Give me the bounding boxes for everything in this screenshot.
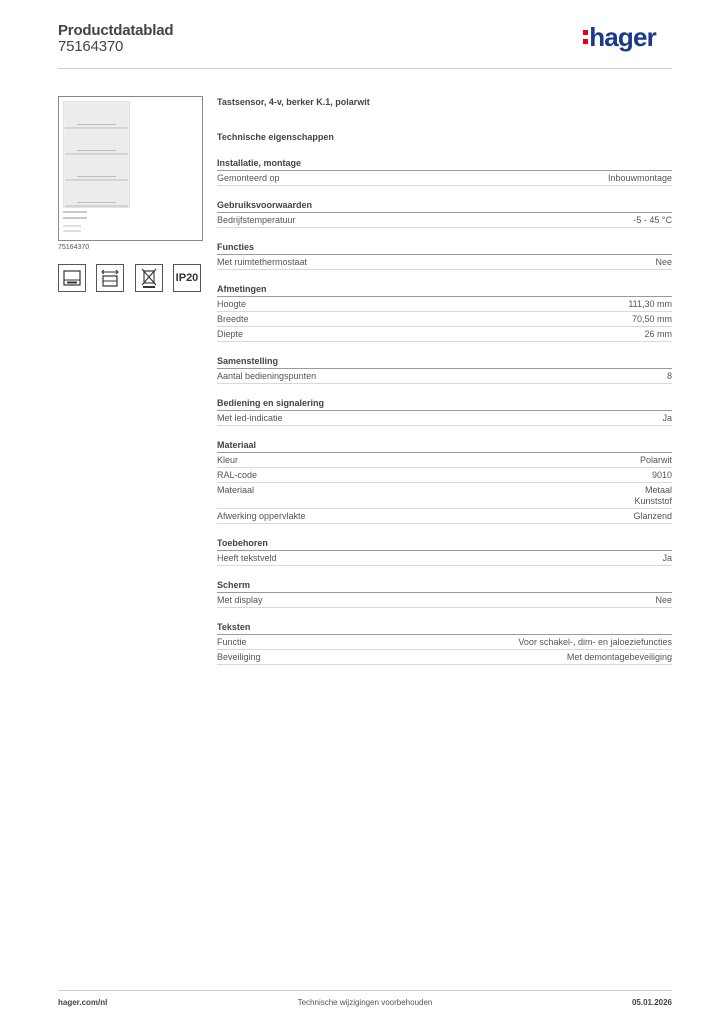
hager-logo [583,22,656,52]
document-title: Productdatablad [58,22,174,39]
spec-value: -5 - 45 °C [633,215,672,225]
group-title: Afmetingen [217,284,672,297]
device-illustration [63,101,130,208]
spec-row [217,171,672,186]
logo-dots-icon [583,30,588,48]
label-strip [63,211,87,213]
logo-text: hager [589,22,656,52]
spec-group-dimensions [217,284,672,342]
spec-group-operation [217,398,672,426]
spec-value [634,485,672,507]
spec-label: Afwerking oppervlakte [217,511,306,521]
header-divider [58,68,672,69]
spec-value: Voor schakel-, dim- en jaloeziefuncties [518,637,672,647]
spec-value: 26 mm [644,329,672,339]
group-title: Scherm [217,580,672,593]
spec-value: 9010 [651,470,672,480]
spec-group-composition [217,356,672,384]
spec-label: Kleur [217,455,239,465]
spec-row [217,483,672,509]
device-key [65,182,128,207]
product-image [58,96,203,241]
group-title: Samenstelling [217,356,672,369]
spec-label: Hoogte [217,299,247,309]
flush-mount-icon [58,264,86,292]
document-header [58,22,672,68]
footer-website-link[interactable]: hager.com/nl [58,998,108,1007]
group-title: Toebehoren [217,538,672,551]
spec-row [217,327,672,342]
spec-value: Met demontagebeveiliging [566,652,672,662]
spec-value: 8 [666,371,672,381]
section-title: Technische eigenschappen [217,132,334,142]
spec-value: 70,50 mm [631,314,672,324]
spec-value-line: Metaal [644,485,672,495]
spec-group-texts [217,622,672,665]
group-title: Bediening en signalering [217,398,672,411]
spec-label: Met display [217,595,263,605]
spec-label: RAL-code [217,470,258,480]
footer-date: 05.01.2026 [631,998,672,1007]
group-title: Teksten [217,622,672,635]
spec-label: Breedte [217,314,249,324]
spec-group-material [217,440,672,524]
spec-row [217,509,672,524]
spec-row [217,369,672,384]
spec-value: Nee [655,595,672,605]
ip-rating-icon: IP20 [173,264,201,292]
spec-label: Diepte [217,329,244,339]
spec-row [217,213,672,228]
group-title: Installatie, montage [217,158,672,171]
spec-value: Polarwit [639,455,672,465]
spec-value-line: Kunststof [634,496,672,506]
spec-row [217,453,672,468]
label-strip [63,230,81,232]
spec-label: Materiaal [217,485,255,495]
spec-label: Met led-indicatie [217,413,283,423]
spec-row [217,255,672,270]
spec-row [217,411,672,426]
spec-row [217,551,672,566]
spec-label: Aantal bedieningspunten [217,371,317,381]
spec-value: Ja [662,553,672,563]
device-key [65,156,128,181]
spec-row [217,650,672,665]
spec-group-screen [217,580,672,608]
spec-group-installation [217,158,672,186]
spec-label: Beveiliging [217,652,261,662]
spec-group-accessories [217,538,672,566]
group-title: Gebruiksvoorwaarden [217,200,672,213]
spec-content [217,97,672,665]
spec-row [217,593,672,608]
spec-group-conditions [217,200,672,228]
spec-value: Nee [655,257,672,267]
label-strip [63,217,87,219]
device-key [65,130,128,155]
spec-value: Inbouwmontage [607,173,672,183]
label-strip [63,225,81,227]
dimensions-icon [96,264,124,292]
footer-disclaimer: Technische wijzigingen voorbehouden [297,998,433,1007]
product-number: 75164370 [58,38,124,55]
spec-label: Heeft tekstveld [217,553,277,563]
footer-divider [58,990,672,991]
spec-label: Gemonteerd op [217,173,280,183]
group-title: Materiaal [217,440,672,453]
spec-value: Glanzend [633,511,672,521]
spec-row [217,312,672,327]
device-key [65,104,128,129]
spec-label: Met ruimtethermostaat [217,257,308,267]
group-title: Functies [217,242,672,255]
spec-label: Bedrijfstemperatuur [217,215,296,225]
spec-group-functions [217,242,672,270]
spec-value: 111,30 mm [628,299,672,309]
spec-value: Ja [662,413,672,423]
product-name: Tastsensor, 4-v, berker K.1, polarwit [217,97,370,107]
image-caption: 75164370 [58,244,90,251]
weee-bin-icon [135,264,163,292]
spec-row [217,297,672,312]
spec-row [217,635,672,650]
spec-label: Functie [217,637,247,647]
spec-row [217,468,672,483]
